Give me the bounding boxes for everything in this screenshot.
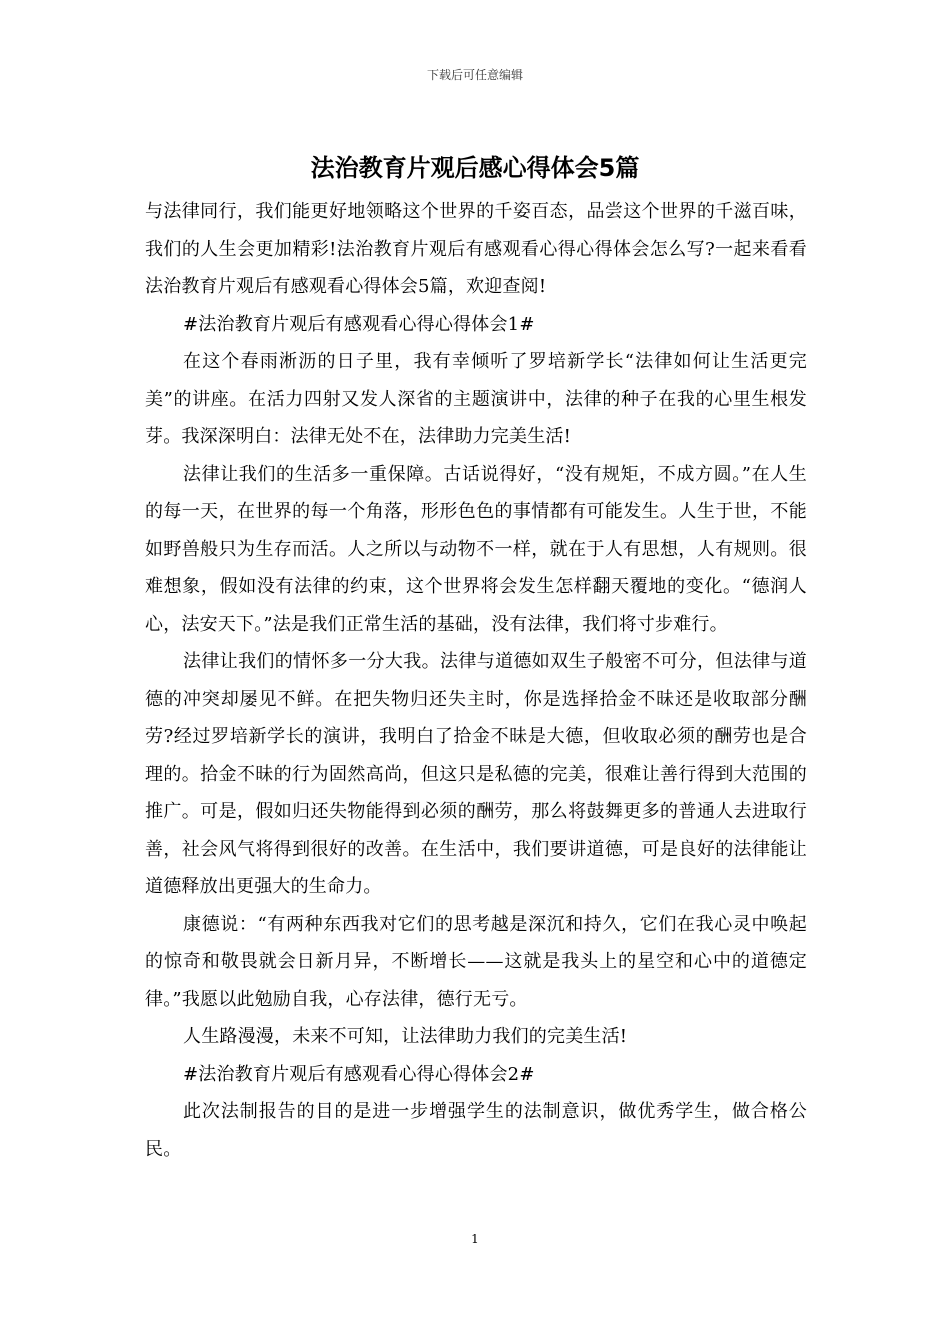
body-paragraph: 在这个春雨淅沥的日子里，我有幸倾听了罗培新学长“法律如何让生活更完美”的讲座。在活力四射又发人深省的主题演讲中，法律的种子在我的心里生根发芽。我深深明白：法律无处不在，法律助力完美生活! — [145, 351, 807, 447]
body-paragraph: 法律让我们的生活多一重保障。古话说得好，“没有规矩，不成方圆。”在人生的每一天，在世界的每一个角落，形形色色的事情都有可能发生。人生于世，不能如野兽般只为生存而活。人之所以与动物不一样，就在于人有思想，人有规则。很难想象，假如没有法律的约束，这个世界将会发生怎样翻天覆地的变化。“德润人心，法安天下。”法是我们正常生活的基础，没有法律，我们将寸步难行。 — [145, 463, 807, 635]
body-paragraph: 康德说：“有两种东西我对它们的思考越是深沉和持久，它们在我心灵中唤起的惊奇和敬畏就会日新月异，不断增长——这就是我头上的星空和心中的道德定律。”我愿以此勉励自我，心存法律，德行无亏。 — [145, 913, 807, 1010]
section-heading-2: #法治教育片观后有感观看心得心得体会2# — [183, 1063, 535, 1085]
page-header: 下载后可任意编辑 — [426, 68, 523, 82]
section-heading-1: #法治教育片观后有感观看心得心得体会1# — [183, 313, 535, 335]
body-paragraph: 法律让我们的情怀多一分大我。法律与道德如双生子般密不可分，但法律与道德的冲突却屡见不鲜。在把失物归还失主时，你是选择拾金不昧还是收取部分酬劳?经过罗培新学长的演讲，我明白了拾金不昧是大德，但收取必须的酬劳也是合理的。拾金不昧的行为固然高尚，但这只是私德的完美，很难让善行得到大范围的推广。可是，假如归还失物能得到必须的酬劳，那么将鼓舞更多的普通人去进取行善，社会风气将得到很好的改善。在生活中，我们要讲道德，可是良好的法律能让道德释放出更强大的生命力。 — [145, 651, 807, 897]
body-paragraph: 此次法制报告的目的是进一步增强学生的法制意识，做优秀学生，做合格公民。 — [145, 1101, 807, 1160]
page-number: 1 — [471, 1232, 479, 1246]
document-body — [145, 193, 807, 1168]
document-title: 法治教育片观后感心得体会5篇 — [310, 154, 640, 182]
intro-paragraph: 与法律同行，我们能更好地领略这个世界的千姿百态，品尝这个世界的千滋百味，我们的人生会更加精彩!法治教育片观后有感观看心得心得体会怎么写?一起来看看法治教育片观后有感观看心得体会5篇，欢迎查阅! — [145, 201, 807, 297]
body-paragraph: 人生路漫漫，未来不可知，让法律助力我们的完美生活! — [183, 1026, 628, 1047]
